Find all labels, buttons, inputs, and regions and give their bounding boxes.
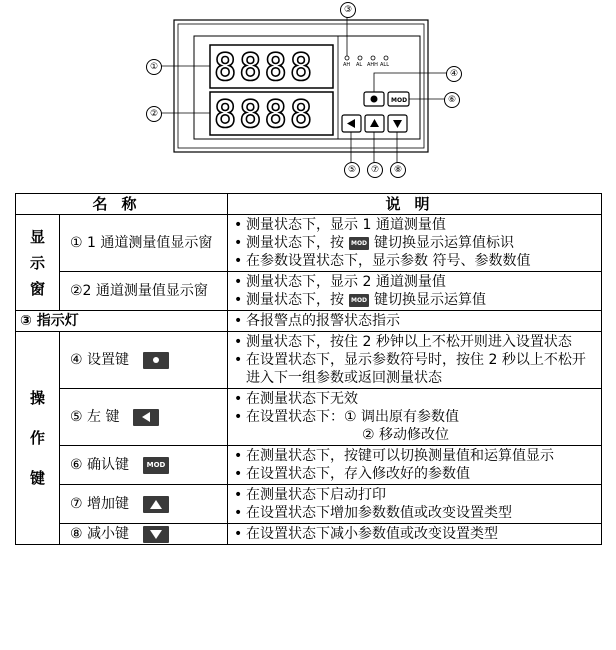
down-key-icon <box>143 526 169 543</box>
group-keys <box>16 332 60 545</box>
row-name-left-key <box>60 389 228 446</box>
table-row <box>16 389 602 446</box>
display-digits-2: 8888 <box>214 93 316 136</box>
desc-line: • 测量状态下，按住 2 秒钟以上不松开则进入设置状态 <box>232 333 597 351</box>
desc-line: • 各报警点的报警状态指示 <box>232 312 597 330</box>
key-function-table <box>15 193 602 545</box>
device-front-panel <box>0 0 616 185</box>
group-keys-char: 作 <box>29 429 45 447</box>
row-name-up-key <box>60 485 228 524</box>
callout-4: ④ <box>446 66 462 82</box>
row-desc-confirm-key <box>228 446 602 485</box>
table-row <box>16 272 602 311</box>
header-name: 名称 <box>16 194 228 215</box>
group-display <box>16 215 60 311</box>
key-name: ⑥ 确认键 <box>70 457 130 473</box>
table-header-row <box>16 194 602 215</box>
desc-line: • 在设置状态下，存入修改好的参数值 <box>232 465 597 483</box>
table-row <box>16 485 602 524</box>
led-al <box>358 56 362 60</box>
row-name-down-key <box>60 524 228 545</box>
group-display-char: 示 <box>29 253 45 272</box>
row-desc-down-key <box>228 524 602 545</box>
desc-line: • 在设置状态下：① 调出原有参数值 <box>232 408 597 426</box>
desc-text: 测量状态下，按 <box>246 235 345 251</box>
row-name-confirm-key <box>60 446 228 485</box>
display-digits-1: 8888 <box>214 46 316 89</box>
mod-key-label: MOD <box>391 97 408 104</box>
led-label-all: ALL <box>380 62 389 68</box>
table-row <box>16 311 602 332</box>
desc-text: 键切换显示运算值 <box>374 292 487 308</box>
header-desc: 说明 <box>228 194 602 215</box>
row-desc-indicator <box>228 311 602 332</box>
table-row <box>16 524 602 545</box>
desc-line: • 在参数设置状态下，显示参数 符号、参数数值 <box>232 252 597 270</box>
desc-line: • 测量状态下，显示 1 通道测量值 <box>232 216 597 234</box>
row-desc-display-2 <box>228 272 602 311</box>
row-name-indicator: ③ 指示灯 <box>16 311 228 332</box>
led-ahh <box>371 56 375 60</box>
desc-line <box>232 234 597 252</box>
desc-text: 键切换显示运算值标识 <box>374 235 515 251</box>
desc-line: • 在设置状态下减小参数值或改变设置类型 <box>232 525 597 543</box>
callout-7: ⑦ <box>367 162 383 178</box>
group-display-char: 窗 <box>29 279 45 298</box>
row-name-display-2: ②2 通道测量值显示窗 <box>60 272 228 311</box>
led-label-ah: AH <box>343 62 351 68</box>
mod-key-icon-label: MOD <box>350 296 368 304</box>
row-desc-up-key <box>228 485 602 524</box>
row-desc-set-key <box>228 332 602 389</box>
group-display-char: 显 <box>29 227 45 246</box>
group-keys-char: 键 <box>29 469 45 487</box>
up-key-icon <box>143 496 169 513</box>
row-desc-display-1 <box>228 215 602 272</box>
led-label-al: AL <box>356 62 363 68</box>
led-label-ahh: AHH <box>367 62 378 68</box>
callout-6: ⑥ <box>444 92 460 108</box>
desc-line: • 在测量状态下启动打印 <box>232 486 597 504</box>
mod-key-icon <box>143 457 169 474</box>
led-all <box>384 56 388 60</box>
callout-8: ⑧ <box>390 162 406 178</box>
row-desc-left-key <box>228 389 602 446</box>
mod-key-icon-label: MOD <box>146 460 166 469</box>
desc-line <box>232 291 597 309</box>
desc-line: • 在测量状态下，按键可以切换测量值和运算值显示 <box>232 447 597 465</box>
key-name: ⑦ 增加键 <box>70 496 130 512</box>
desc-line: • 在设置状态下，显示参数符号时，按住 2 秒以上不松开进入下一组参数或返回测量状态 <box>232 351 597 387</box>
desc-text: 测量状态下，按 <box>246 292 345 308</box>
desc-line: ② 移动修改位 <box>362 427 450 443</box>
mod-key-icon-label: MOD <box>350 239 368 247</box>
table-row <box>16 446 602 485</box>
led-ah <box>345 56 349 60</box>
desc-line: • 在设置状态下增加参数数值或改变设置类型 <box>232 504 597 522</box>
table-row <box>16 332 602 389</box>
callout-2: ② <box>146 106 162 122</box>
left-key-icon <box>133 409 159 426</box>
key-name: ④ 设置键 <box>70 352 130 368</box>
key-name: ⑤ 左 键 <box>70 409 120 425</box>
row-name-display-1: ① 1 通道测量值显示窗 <box>60 215 228 272</box>
desc-line: • 测量状态下，显示 2 通道测量值 <box>232 273 597 291</box>
key-name: ⑧ 减小键 <box>70 526 130 542</box>
set-key-dot-icon <box>371 96 378 103</box>
callout-5: ⑤ <box>344 162 360 178</box>
callout-1: ① <box>146 59 162 75</box>
row-name-set-key <box>60 332 228 389</box>
callout-3: ③ <box>340 2 356 18</box>
mod-key-icon <box>349 237 369 250</box>
table-row <box>16 215 602 272</box>
desc-line: • 在测量状态下无效 <box>232 390 597 408</box>
device-diagram <box>0 0 616 185</box>
group-keys-char: 操 <box>29 389 45 407</box>
set-key-icon <box>143 352 169 369</box>
mod-key-icon <box>349 294 369 307</box>
